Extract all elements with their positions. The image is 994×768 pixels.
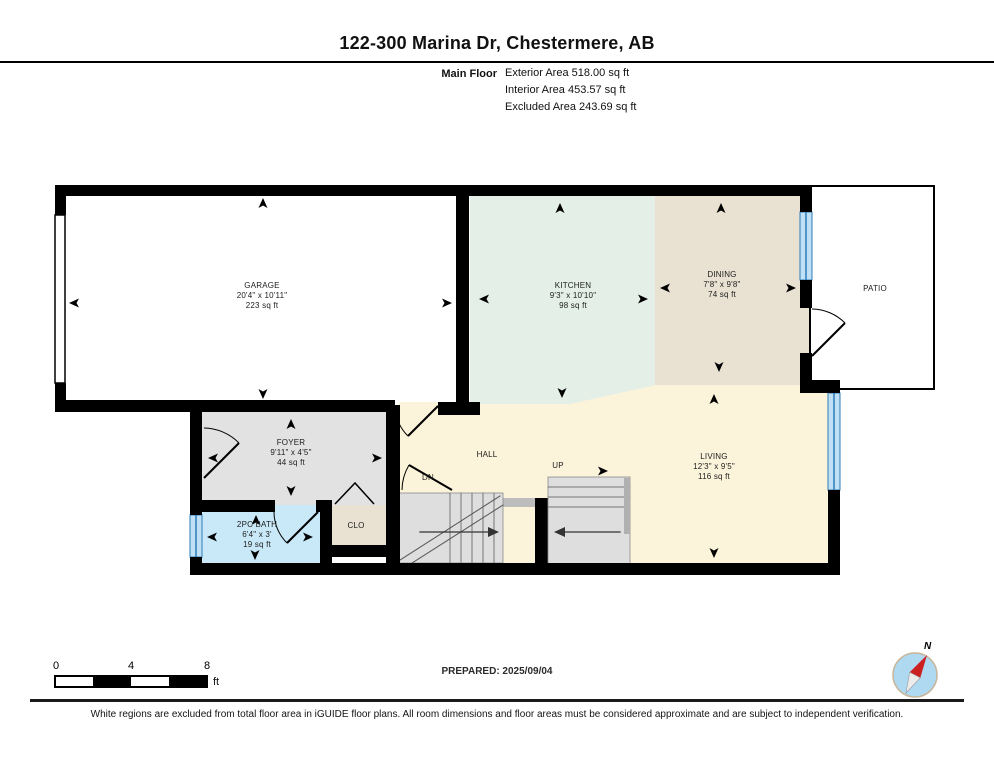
- room-area: 116 sq ft: [698, 472, 730, 481]
- disclaimer-text: White regions are excluded from total floor area in iGUIDE floor plans. All room dimensions and floor areas must be considered approximate and are subject to independent verification.: [90, 709, 904, 720]
- room-area: 223 sq ft: [245, 301, 279, 310]
- footer-divider: [30, 699, 964, 702]
- scale-tick-4: 4: [127, 660, 135, 672]
- room-dims: 12'3" x 9'5": [693, 462, 735, 471]
- room-name: LIVING: [700, 452, 728, 461]
- room-label-hall: HALL: [476, 450, 498, 459]
- room-label-dining: [703, 270, 740, 300]
- room-name: DINING: [707, 270, 737, 279]
- scale-tick-8: 8: [203, 660, 211, 672]
- excluded-area-stat: Excluded Area 243.69 sq ft: [505, 101, 637, 113]
- room-label-kitchen: [550, 281, 596, 311]
- room-name: KITCHEN: [554, 281, 592, 290]
- room-area: 74 sq ft: [708, 290, 736, 299]
- room-area: 19 sq ft: [243, 540, 271, 549]
- exterior-area-stat: Exterior Area 518.00 sq ft: [505, 67, 630, 79]
- stairs-up-label: UP: [552, 461, 564, 470]
- room-label-closet: CLO: [347, 521, 365, 530]
- room-name: GARAGE: [244, 281, 280, 290]
- room-name: FOYER: [276, 438, 306, 447]
- room-dims: 9'3" x 10'10": [549, 291, 597, 300]
- room-label-garage: [237, 281, 288, 311]
- interior-area-stat: Interior Area 453.57 sq ft: [505, 84, 626, 96]
- page-title: 122-300 Marina Dr, Chestermere, AB: [339, 33, 655, 53]
- room-dims: 20'4" x 10'11": [236, 291, 288, 300]
- room-area: 98 sq ft: [559, 301, 587, 310]
- room-dims: 9'11" x 4'5": [270, 448, 312, 457]
- scale-unit-label: ft: [213, 676, 220, 688]
- room-dims: 6'4" x 3': [242, 530, 272, 539]
- room-dims: 7'8" x 9'8": [703, 280, 741, 289]
- room-label-living: [693, 452, 735, 482]
- room-label-bath: [237, 520, 277, 550]
- room-area: 44 sq ft: [277, 458, 305, 467]
- room-label-foyer: [270, 438, 311, 468]
- room-name: 2PC BATH: [236, 520, 278, 529]
- floor-name-label: Main Floor: [441, 68, 497, 80]
- stairs-down-label: DN: [422, 473, 434, 482]
- prepared-date: PREPARED: 2025/09/04: [441, 666, 553, 677]
- room-label-patio: PATIO: [863, 284, 887, 293]
- compass-north-label: N: [924, 641, 932, 652]
- scale-tick-0: 0: [52, 660, 60, 672]
